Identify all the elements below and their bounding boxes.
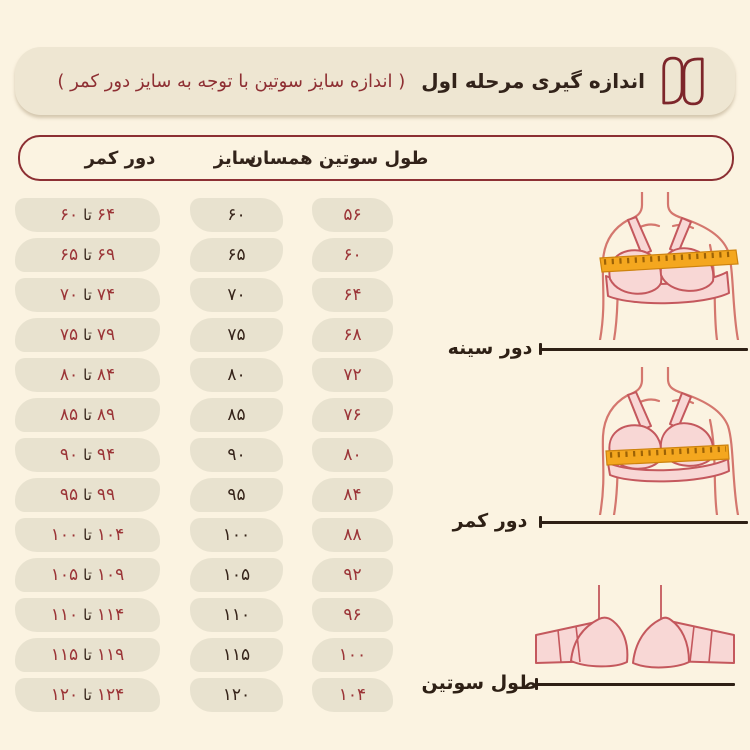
size-cell: ۶۰ [190,198,283,232]
waist-low-value: ۱۱۵ [50,645,79,665]
waist-high-value: ۱۰۹ [96,565,125,585]
bra-flat-illustration [532,585,738,669]
range-separator: تا [83,326,92,344]
waist-high-value: ۷۹ [96,325,116,345]
torso-bust-illustration [556,192,750,340]
range-separator: تا [83,246,92,264]
waist-range-cell [15,678,160,712]
torso-band-illustration [556,367,750,515]
waist-low-value: ۷۵ [59,325,79,345]
column-header-size: سایز [213,147,257,169]
column-header-waist: دور کمر [84,147,156,169]
range-separator: تا [83,206,92,224]
size-cell: ۶۵ [190,238,283,272]
waist-low-value: ۱۰۵ [50,565,79,585]
measure-line-length [535,683,735,686]
range-separator: تا [83,526,92,544]
waist-range-cell [15,598,160,632]
waist-low-value: ۸۵ [59,405,79,425]
size-cell: ۱۲۰ [190,678,283,712]
waist-high-value: ۶۴ [96,205,116,225]
bra-length-cell: ۷۶ [312,398,393,432]
range-separator: تا [83,606,92,624]
bra-length-cell: ۱۰۰ [312,638,393,672]
waist-high-value: ۱۰۴ [96,525,125,545]
brand-logo-icon [661,55,705,107]
waist-low-value: ۱۰۰ [50,525,79,545]
header-card [15,47,735,115]
figure-label-band: دور کمر [452,510,528,532]
waist-low-value: ۹۵ [59,485,79,505]
waist-range-cell [15,238,160,272]
bra-length-cell: ۸۰ [312,438,393,472]
waist-high-value: ۱۱۴ [96,605,125,625]
range-separator: تا [83,486,92,504]
bra-length-cell: ۱۰۴ [312,678,393,712]
range-separator: تا [83,686,92,704]
bra-length-cell: ۹۶ [312,598,393,632]
range-separator: تا [83,446,92,464]
page-title: اندازه گیری مرحله اول [421,69,645,93]
waist-high-value: ۸۴ [96,365,116,385]
waist-low-value: ۷۰ [59,285,79,305]
size-cell: ۱۱۰ [190,598,283,632]
waist-range-cell [15,438,160,472]
waist-range-cell [15,358,160,392]
waist-low-value: ۶۵ [59,245,79,265]
size-cell: ۱۰۵ [190,558,283,592]
bra-length-cell: ۵۶ [312,198,393,232]
waist-range-cell [15,558,160,592]
waist-range-cell [15,638,160,672]
bra-length-cell: ۶۴ [312,278,393,312]
waist-low-value: ۸۰ [59,365,79,385]
waist-range-cell [15,198,160,232]
measure-line-band [539,521,748,524]
waist-range-cell [15,398,160,432]
waist-low-value: ۱۲۰ [50,685,79,705]
waist-low-value: ۱۱۰ [50,605,79,625]
range-separator: تا [83,566,92,584]
waist-range-cell [15,278,160,312]
bra-straps [599,585,661,619]
column-header-bra-length: طول سوتین همسان [247,147,429,169]
size-table-header [18,135,734,181]
measure-line-bust [539,348,748,351]
range-separator: تا [83,646,92,664]
range-separator: تا [83,406,92,424]
figure-label-length: طول سوتین [421,672,537,694]
waist-high-value: ۱۱۹ [96,645,125,665]
size-cell: ۸۰ [190,358,283,392]
bra-length-cell: ۶۸ [312,318,393,352]
bra-length-cell: ۷۲ [312,358,393,392]
waist-high-value: ۹۴ [96,445,116,465]
waist-high-value: ۶۹ [96,245,116,265]
range-separator: تا [83,366,92,384]
bra-body [536,618,734,668]
size-cell: ۸۵ [190,398,283,432]
waist-low-value: ۹۰ [59,445,79,465]
bra-length-cell: ۸۴ [312,478,393,512]
waist-high-value: ۸۹ [96,405,116,425]
waist-low-value: ۶۰ [59,205,79,225]
size-cell: ۹۵ [190,478,283,512]
size-cell: ۷۰ [190,278,283,312]
size-cell: ۱۰۰ [190,518,283,552]
bra-length-cell: ۹۲ [312,558,393,592]
waist-high-value: ۷۴ [96,285,116,305]
page-subtitle: ( اندازه سایز سوتین با توجه به سایز دور کمر ) [57,70,406,92]
size-cell: ۱۱۵ [190,638,283,672]
bra-length-cell: ۶۰ [312,238,393,272]
waist-high-value: ۹۹ [96,485,116,505]
waist-range-cell [15,318,160,352]
range-separator: تا [83,286,92,304]
bra-length-cell: ۸۸ [312,518,393,552]
size-cell: ۷۵ [190,318,283,352]
waist-high-value: ۱۲۴ [96,685,125,705]
figure-label-bust: دور سینه [447,337,533,359]
waist-range-cell [15,518,160,552]
size-cell: ۹۰ [190,438,283,472]
waist-range-cell [15,478,160,512]
